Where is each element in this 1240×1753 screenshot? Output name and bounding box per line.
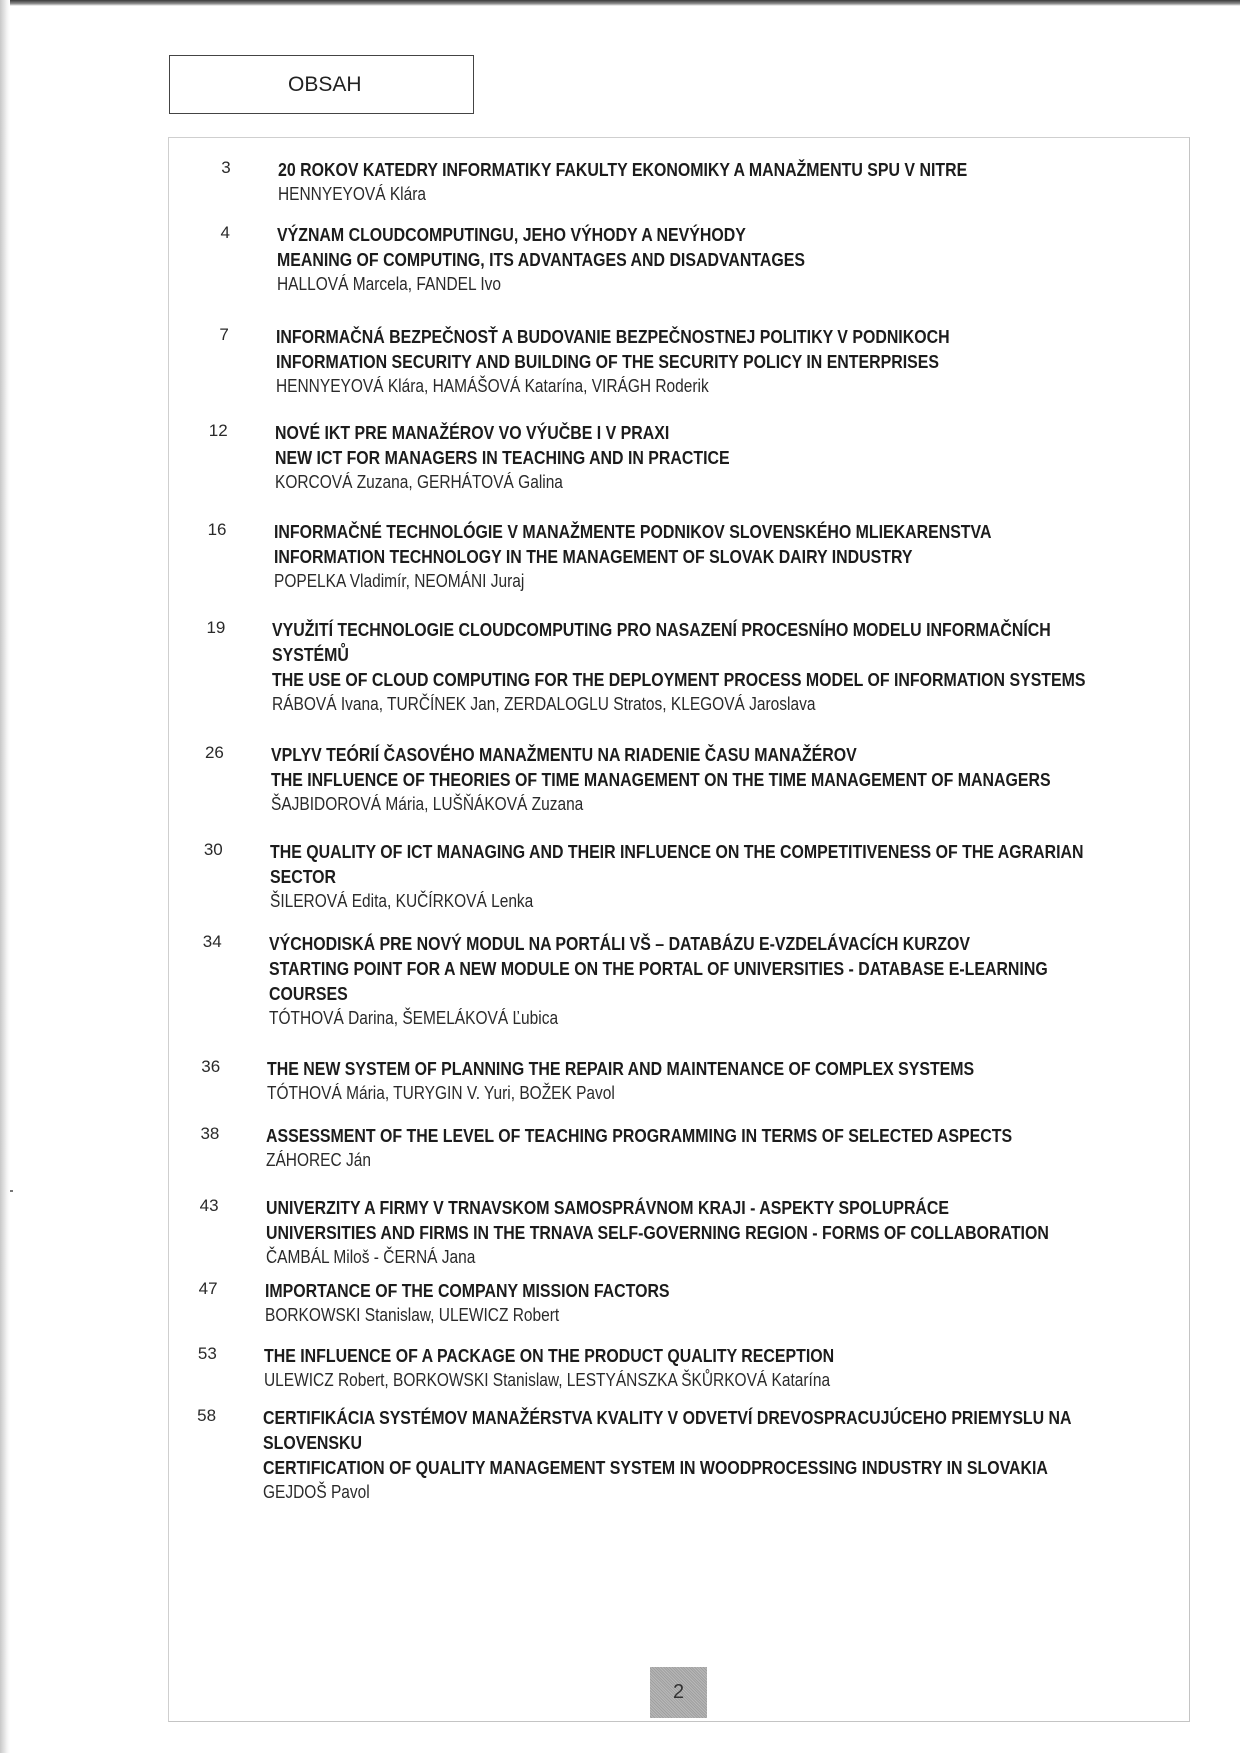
toc-entry-page-number: 19 bbox=[206, 618, 226, 637]
toc-entry-page-number: 7 bbox=[219, 325, 229, 344]
toc-entry-page-number: 34 bbox=[202, 932, 222, 951]
toc-entry-title: INFORMAČNÁ BEZPEČNOSŤ A BUDOVANIE BEZPEČNOSTNEJ POLITIKY V PODNIKOCH bbox=[275, 326, 950, 347]
contents-frame bbox=[168, 137, 1190, 1722]
toc-entry-body bbox=[263, 1405, 1189, 1504]
toc-entry-authors: TÓTHOVÁ Mária, TURYGIN V. Yuri, BOŽEK Pavol bbox=[267, 1083, 615, 1103]
toc-entry-title: CERTIFIKÁCIA SYSTÉMOV MANAŽÉRSTVA KVALITY V ODVETVÍ DREVOSPRACUJÚCEHO PRIEMYSLU NA bbox=[263, 1407, 1072, 1428]
toc-entry-title: VÝZNAM CLOUDCOMPUTINGU, JEHO VÝHODY A NEVÝHODY bbox=[277, 224, 746, 245]
toc-entry-page-number: 4 bbox=[220, 223, 230, 242]
page-number: 2 bbox=[672, 1681, 685, 1703]
toc-entry-title: VPLYV TEÓRIÍ ČASOVÉHO MANAŽMENTU NA RIADENIE ČASU MANAŽÉROV bbox=[270, 744, 857, 765]
toc-entry-title: THE INFLUENCE OF THEORIES OF TIME MANAGEMENT ON THE TIME MANAGEMENT OF MANAGERS bbox=[270, 769, 1051, 790]
toc-entry-title: MEANING OF COMPUTING, ITS ADVANTAGES AND DISADVANTAGES bbox=[277, 249, 805, 270]
toc-entry-body bbox=[270, 839, 1189, 913]
toc-entry-page-number: 58 bbox=[197, 1406, 217, 1425]
toc-entry-page-number: 12 bbox=[208, 421, 228, 440]
toc-entry-authors: BORKOWSKI Stanislaw, ULEWICZ Robert bbox=[264, 1305, 559, 1325]
toc-entry-title: SECTOR bbox=[269, 866, 336, 887]
toc-entry-body bbox=[276, 324, 1189, 398]
toc-entry-title: UNIVERZITY A FIRMY V TRNAVSKOM SAMOSPRÁVNOM KRAJI - ASPEKTY SPOLUPRÁCE bbox=[265, 1197, 949, 1218]
toc-entry-body bbox=[265, 1278, 1189, 1327]
toc-entry-page-number: 43 bbox=[199, 1196, 219, 1215]
toc-entry-body bbox=[278, 157, 1189, 206]
toc-entry-authors: ZÁHOREC Ján bbox=[266, 1150, 372, 1170]
toc-entry-authors: POPELKA Vladimír, NEOMÁNI Juraj bbox=[273, 571, 524, 591]
toc-entry-title: INFORMATION TECHNOLOGY IN THE MANAGEMENT OF SLOVAK DAIRY INDUSTRY bbox=[273, 546, 912, 567]
toc-entry-title: INFORMAČNÉ TECHNOLÓGIE V MANAŽMENTE PODNIKOV SLOVENSKÉHO MLIEKARENSTVA bbox=[273, 521, 991, 542]
toc-entry-title: NOVÉ IKT PRE MANAŽÉROV VO VÝUČBE I V PRAXI bbox=[274, 422, 669, 443]
toc-entry-title: THE QUALITY OF ICT MANAGING AND THEIR INFLUENCE ON THE COMPETITIVENESS OF THE AGRARIAN bbox=[269, 841, 1084, 862]
toc-entry-title: THE INFLUENCE OF A PACKAGE ON THE PRODUCT QUALITY RECEPTION bbox=[263, 1345, 834, 1366]
toc-entry-page-number: 36 bbox=[201, 1057, 221, 1076]
toc-entry-page-number: 30 bbox=[203, 840, 223, 859]
toc-entry-page-number: 3 bbox=[221, 158, 231, 177]
toc-entry-title: VÝCHODISKÁ PRE NOVÝ MODUL NA PORTÁLI VŠ – DATABÁZU E-VZDELÁVACÍCH KURZOV bbox=[268, 933, 970, 954]
toc-entry-title: 20 ROKOV KATEDRY INFORMATIKY FAKULTY EKONOMIKY A MANAŽMENTU SPU V NITRE bbox=[277, 159, 967, 180]
toc-entry-title: THE USE OF CLOUD COMPUTING FOR THE DEPLOYMENT PROCESS MODEL OF INFORMATION SYSTEMS bbox=[272, 669, 1086, 690]
toc-entry-title: CERTIFICATION OF QUALITY MANAGEMENT SYSTEM IN WOODPROCESSING INDUSTRY IN SLOVAKIA bbox=[263, 1457, 1048, 1478]
toc-entry-page-number: 53 bbox=[197, 1344, 217, 1363]
toc-entry-body bbox=[264, 1343, 1189, 1392]
toc-entry-title: IMPORTANCE OF THE COMPANY MISSION FACTORS bbox=[264, 1280, 670, 1301]
toc-entry-body bbox=[272, 617, 1189, 716]
toc-entry-authors: KORCOVÁ Zuzana, GERHÁTOVÁ Galina bbox=[274, 472, 563, 492]
toc-entry-title: ASSESSMENT OF THE LEVEL OF TEACHING PROGRAMMING IN TERMS OF SELECTED ASPECTS bbox=[266, 1125, 1013, 1146]
toc-entry-body bbox=[266, 1123, 1189, 1172]
toc-entry-page-number: 38 bbox=[200, 1124, 220, 1143]
scan-edge-left bbox=[0, 0, 10, 1753]
toc-entry-authors: GEJDOŠ Pavol bbox=[263, 1482, 370, 1502]
contents-heading-box bbox=[169, 55, 474, 114]
toc-entry-body bbox=[266, 1195, 1189, 1269]
scan-edge-top bbox=[0, 0, 1240, 6]
toc-entry-page-number: 16 bbox=[207, 520, 227, 539]
toc-entry-body bbox=[269, 931, 1189, 1030]
toc-entry-authors: TÓTHOVÁ Darina, ŠEMELÁKOVÁ Ľubica bbox=[268, 1008, 558, 1028]
toc-entry-title: COURSES bbox=[268, 983, 348, 1004]
toc-entry-authors: ULEWICZ Robert, BORKOWSKI Stanislaw, LESTYÁNSZKA ŠKŮRKOVÁ Katarína bbox=[263, 1370, 830, 1390]
toc-entry-body bbox=[267, 1056, 1189, 1105]
toc-entry-title: VYUŽITÍ TECHNOLOGIE CLOUDCOMPUTING PRO NASAZENÍ PROCESNÍHO MODELU INFORMAČNÍCH bbox=[272, 619, 1052, 640]
toc-entry-authors: HALLOVÁ Marcela, FANDEL Ivo bbox=[277, 274, 501, 294]
toc-entry-authors: RÁBOVÁ Ivana, TURČÍNEK Jan, ZERDALOGLU Stratos, KLEGOVÁ Jaroslava bbox=[272, 694, 816, 714]
toc-entry-authors: ŠILEROVÁ Edita, KUČÍRKOVÁ Lenka bbox=[269, 891, 533, 911]
toc-entry-authors: HENNYEYOVÁ Klára bbox=[277, 184, 426, 204]
toc-entry-title: SYSTÉMŮ bbox=[272, 644, 350, 665]
toc-entry-authors: ŠAJBIDOROVÁ Mária, LUŠŇÁKOVÁ Zuzana bbox=[270, 794, 584, 814]
contents-heading: OBSAH bbox=[288, 72, 362, 96]
toc-entry-body bbox=[277, 222, 1189, 296]
toc-entry-page-number: 26 bbox=[204, 743, 224, 762]
toc-entry-title: INFORMATION SECURITY AND BUILDING OF THE SECURITY POLICY IN ENTERPRISES bbox=[275, 351, 939, 372]
toc-entry-body bbox=[271, 742, 1189, 816]
toc-entry-authors: ČAMBÁL Miloš - ČERNÁ Jana bbox=[265, 1247, 475, 1267]
toc-entry-body bbox=[275, 420, 1189, 494]
page-number-badge bbox=[650, 1667, 707, 1718]
toc-entry-authors: HENNYEYOVÁ Klára, HAMÁŠOVÁ Katarína, VIRÁGH Roderik bbox=[275, 376, 709, 396]
toc-entry-body bbox=[274, 519, 1190, 593]
scan-speck bbox=[10, 1190, 13, 1192]
toc-entry-page-number: 47 bbox=[198, 1279, 218, 1298]
toc-entry-title: SLOVENSKU bbox=[263, 1432, 363, 1453]
toc-entry-title: UNIVERSITIES AND FIRMS IN THE TRNAVA SELF-GOVERNING REGION - FORMS OF COLLABORATION bbox=[265, 1222, 1049, 1243]
toc-entry-title: NEW ICT FOR MANAGERS IN TEACHING AND IN PRACTICE bbox=[274, 447, 730, 468]
toc-entry-title: THE NEW SYSTEM OF PLANNING THE REPAIR AND MAINTENANCE OF COMPLEX SYSTEMS bbox=[267, 1058, 975, 1079]
toc-entry-title: STARTING POINT FOR A NEW MODULE ON THE PORTAL OF UNIVERSITIES - DATABASE E-LEARNING bbox=[268, 958, 1048, 979]
